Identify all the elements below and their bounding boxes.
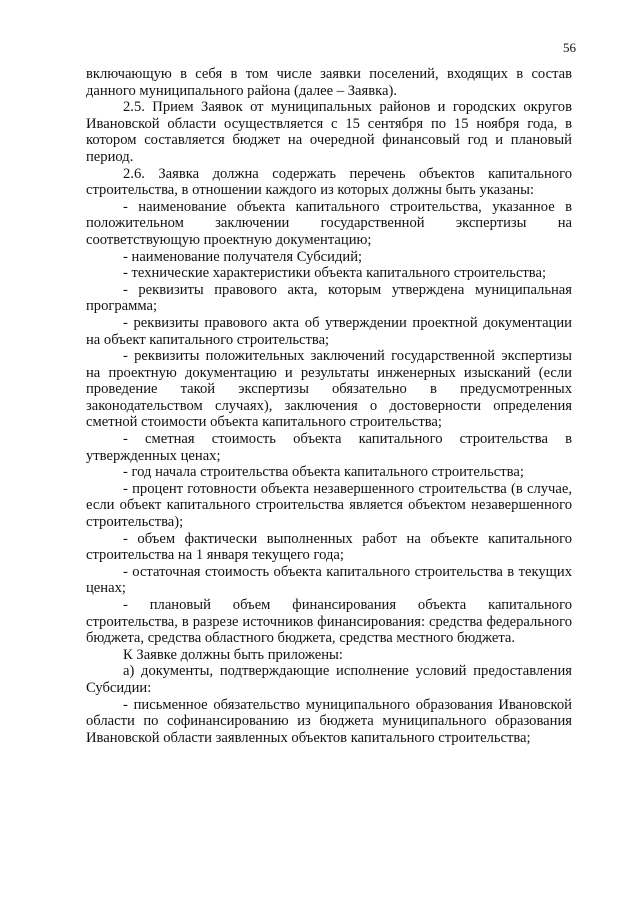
list-item-program-act: - реквизиты правового акта, которым утверждена муниципальная программа; bbox=[86, 281, 572, 315]
attachments-item-a: а) документы, подтверждающие исполнение условий предоставления Субсидии: bbox=[86, 663, 572, 696]
list-item-start-year: - год начала строительства объекта капитального строительства; bbox=[123, 464, 524, 481]
attachments-heading: К Заявке должны быть приложены: bbox=[123, 646, 343, 663]
list-item-completion-percent: - процент готовности объекта незавершенного строительства (в случае, если объект капитального строительства является объектом незавершенного строительства); bbox=[86, 480, 572, 531]
page-number: 56 bbox=[563, 40, 576, 55]
paragraph-continuation: включающую в себя в том числе заявки поселений, входящих в состав данного муниципального района (далее – Заявка). bbox=[86, 66, 572, 99]
list-item-design-approval-act: - реквизиты правового акта об утверждении проектной документации на объект капитального строительства; bbox=[86, 314, 572, 348]
list-item-object-name: - наименование объекта капитального строительства, указанное в положительном заключении государственной экспертизы на соответствующую проектную документацию; bbox=[86, 198, 572, 248]
list-item-planned-financing: - плановый объем финансирования объекта капитального строительства, в разрезе источников финансирования: средства федерального бюджета, средства областного бюджета, средства местного бюджета. bbox=[86, 597, 572, 647]
list-item-expertise-conclusions: - реквизиты положительных заключений государственной экспертизы на проектную документацию и результаты инженерных изысканий (если проведение такой экспертизы обязательно в предусмотренных законодательством случаях), заключения о достоверности определения сметной стоимости объекта капитального строительства; bbox=[86, 348, 572, 431]
list-item-residual-cost: - остаточная стоимость объекта капитального строительства в текущих ценах; bbox=[86, 563, 572, 597]
document-body bbox=[86, 66, 572, 746]
list-item-work-volume: - объем фактически выполненных работ на объекте капитального строительства на 1 января текущего года; bbox=[86, 530, 572, 564]
paragraph-2-5: 2.5. Прием Заявок от муниципальных районов и городских округов Ивановской области осуществляется с 15 сентября по 15 ноября года, в котором составляется бюджет на очередной финансовый год и плановый период. bbox=[86, 99, 572, 165]
list-item-cofinancing-obligation: - письменное обязательство муниципального образования Ивановской области по софинансированию из бюджета муниципального образования Ивановской области заявленных объектов капитального строительства; bbox=[86, 696, 572, 746]
paragraph-2-6: 2.6. Заявка должна содержать перечень объектов капитального строительства, в отношении каждого из которых должны быть указаны: bbox=[86, 165, 572, 199]
list-item-technical-characteristics: - технические характеристики объекта капитального строительства; bbox=[123, 265, 547, 282]
list-item-recipient-name: - наименование получателя Субсидий; bbox=[123, 248, 363, 265]
list-item-estimated-cost: - сметная стоимость объекта капитального строительства в утвержденных ценах; bbox=[86, 431, 572, 464]
